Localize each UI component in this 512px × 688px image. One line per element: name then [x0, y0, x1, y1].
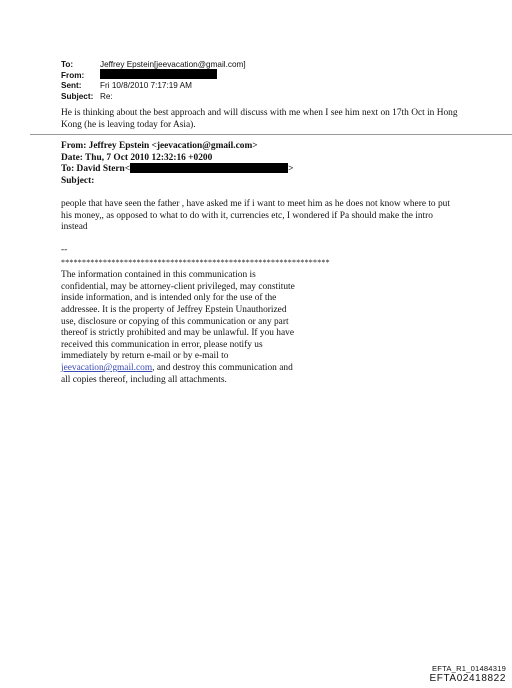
signature-block	[61, 245, 381, 386]
email-header	[61, 60, 246, 102]
confidentiality-text-1: The information contained in this communication is confidential, may be attorney-client privileged, may constitute inside information, and is intended only for the use of the addressee. It is the property of Jeffrey Epstein Unauthorized use, disclosure or copying of this communication or any part thereof is strictly prohibited and may be unlawful. If you have received this communication in error, please notify us immediately by return e-mail or by e-mail to	[61, 270, 295, 362]
forwarded-date: Date: Thu, 7 Oct 2010 12:32:16 +0200	[61, 152, 213, 163]
redaction-box-2	[130, 163, 288, 173]
bates-large: EFTA02418822	[429, 673, 506, 684]
forwarded-header	[61, 141, 481, 187]
forwarded-body: people that have seen the father , have asked me if i want to meet him as he does not know where to put his money,, as opposed to what to do with it, currencies etc, I wondered if Pa should make the intro instead	[61, 199, 450, 233]
signature-dashes: --	[61, 245, 68, 255]
to-value: Jeffrey Epstein[jeevacation@gmail.com]	[100, 60, 246, 69]
forwarded-to-prefix: To: David Stern<	[61, 164, 131, 175]
from-row	[61, 71, 246, 82]
subject-label: Subject:	[61, 91, 94, 101]
confidentiality-notice	[61, 270, 301, 386]
email-link[interactable]: jeevacation@gmail.com	[61, 362, 153, 373]
sent-label: Sent:	[61, 81, 82, 91]
forwarded-to-row	[61, 164, 481, 176]
to-row	[61, 60, 246, 71]
divider	[30, 134, 512, 135]
signature-stars: ****************************************************************	[61, 257, 330, 267]
bates-small: EFTA_R1_01484319	[432, 664, 506, 673]
confidentiality-text-2: , and destroy this communication and all copies thereof, including all attachments.	[61, 362, 293, 385]
bates-numbers	[429, 664, 506, 684]
sent-row	[61, 81, 246, 92]
forwarded-to-suffix: >	[288, 164, 294, 175]
subject-row	[61, 92, 246, 103]
from-label: From:	[61, 70, 85, 80]
sent-value: Fri 10/8/2010 7:17:19 AM	[100, 81, 192, 91]
forwarded-from: From: Jeffrey Epstein <jeevacation@gmail.com>	[61, 141, 258, 151]
to-label: To:	[61, 60, 74, 69]
subject-value: Re:	[100, 91, 113, 101]
reply-body: He is thinking about the best approach and will discuss with me when I see him next on 17th Oct in Hong Kong (he is leaving today for Asia).	[61, 108, 458, 130]
forwarded-subject: Subject:	[61, 175, 95, 186]
